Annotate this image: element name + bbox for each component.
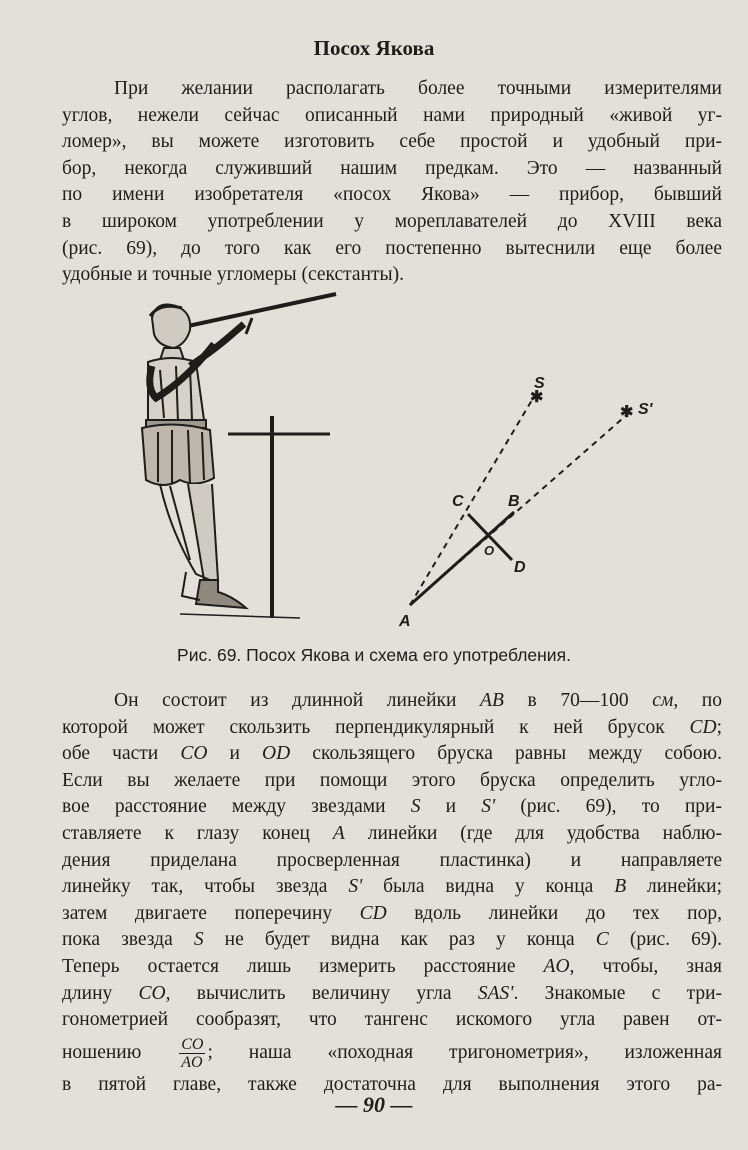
label-C: C xyxy=(452,493,464,510)
text-line: которой может скользить перпендикулярный к ней брусок CD; xyxy=(62,716,722,738)
text-line: пока звезда S не будет видна как раз у конца C (рис. 69). xyxy=(62,929,722,951)
text-line: бор, некогда служивший нашим предкам. Это — названный xyxy=(62,157,722,179)
star-S-icon: ✱ xyxy=(530,389,544,406)
text-line: затем двигаете поперечину CD вдоль линейки до тех пор, xyxy=(62,902,722,924)
text-line: дения приделана просверленная пластинка) и направляете xyxy=(62,849,722,871)
ruler-AB xyxy=(410,512,514,605)
main-paragraph xyxy=(62,688,722,1098)
text-line: обе части CO и OD скользящего бруска равны между собою. xyxy=(62,743,722,765)
text-line: (рис. 69), до того как его постепенно вытеснили еще более xyxy=(62,237,722,259)
jacob-staff-illustration xyxy=(142,294,336,618)
text-line: по имени изобретателя «посох Якова» — прибор, бывший xyxy=(62,184,722,206)
figure-caption: Рис. 69. Посох Якова и схема его употребления. xyxy=(177,645,571,665)
text-line: ставляете к глазу конец A линейки (где для удобства наблю- xyxy=(62,822,722,844)
text-line: Он состоит из длинной линейки AB в 70—100 см, по xyxy=(114,690,722,711)
fraction-co-ao: $\frac{CO}{AO}$ xyxy=(181,1035,204,1071)
text-line: Если вы желаете при помощи этого бруска определить угло- xyxy=(62,769,722,791)
text-line: линейку так, чтобы звезда S' была видна у конца B линейки; xyxy=(62,876,722,898)
text-line: в пятой главе, также достаточна для выполнения этого ра- xyxy=(62,1073,722,1095)
text-line: Теперь остается лишь измерить расстояние AO, чтобы, зная xyxy=(62,955,723,977)
label-O: O xyxy=(484,543,495,558)
page-number: — 90 — xyxy=(335,1092,413,1117)
text-line: ношению $\frac{CO}{AO}$ ; наша «походная тригонометрия», изложенная xyxy=(62,1035,722,1071)
label-A: A xyxy=(399,613,411,630)
star-S-prime-icon: ✱ xyxy=(620,404,634,421)
text-line: ломер», вы можете изготовить себе простой и удобный при- xyxy=(62,131,722,153)
label-B: B xyxy=(508,493,520,510)
text-line: углов, нежели сейчас описанный нами природный «живой уг- xyxy=(62,104,722,126)
text-line: в широком употреблении у мореплавателей до XVIII века xyxy=(62,210,722,232)
text-line: удобные и точные угломеры (секстанты). xyxy=(62,264,404,286)
text-line: При желании располагать более точными измерителями xyxy=(114,78,722,99)
text-line: длину CO, вычислить величину угла SAS'. Знакомые с три- xyxy=(62,982,723,1004)
label-S-prime: S' xyxy=(638,401,653,418)
section-title: Посох Якова xyxy=(313,36,435,60)
text-line: гонометрией сообразят, что тангенс искомого угла равен от- xyxy=(62,1009,722,1031)
text-line: вое расстояние между звездами S и S' (рис. 69), то при- xyxy=(62,796,722,818)
label-S: S xyxy=(534,375,545,392)
label-D: D xyxy=(514,559,526,576)
